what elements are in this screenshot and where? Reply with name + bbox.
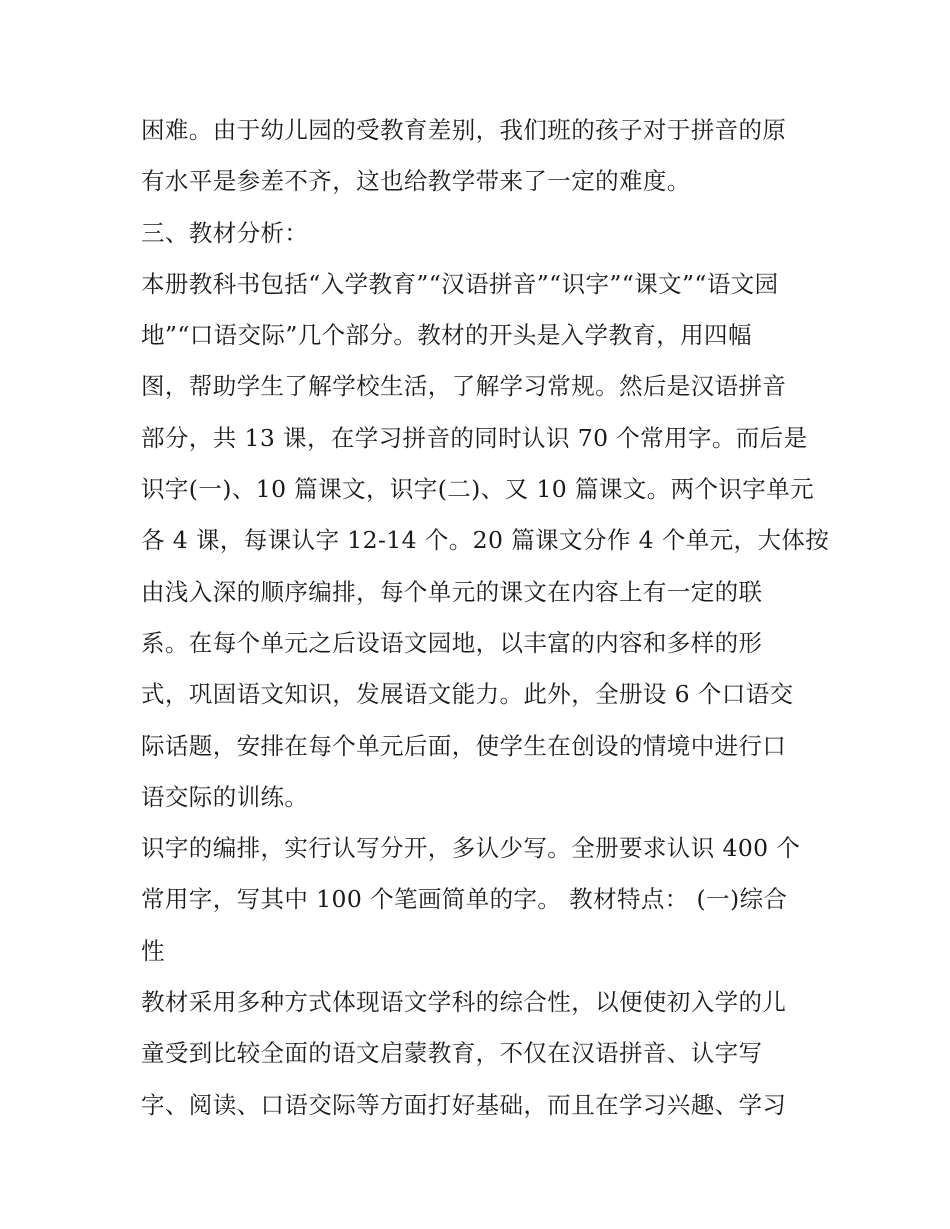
- text-line: 际话题，安排在每个单元后面，使学生在创设的情境中进行口: [141, 731, 787, 760]
- text-line: 地”“口语交际”几个部分。教材的开头是入学教育，用四幅: [141, 321, 752, 350]
- text-line: 由浅入深的顺序编排，每个单元的课文在内容上有一定的联: [141, 577, 763, 606]
- text-line: 各 4 课，每课认字 12-14 个。20 篇课文分作 4 个单元，大体按: [141, 526, 830, 555]
- text-line: 字、阅读、口语交际等方面打好基础，而且在学习兴趣、学习: [141, 1090, 787, 1119]
- text-line: 系。在每个单元之后设语文园地，以丰富的内容和多样的形: [141, 628, 763, 657]
- text-line: 有水平是参差不齐，这也给教学带来了一定的难度。: [141, 167, 691, 196]
- text-line: 图，帮助学生了解学校生活，了解学习常规。然后是汉语拼音: [141, 372, 787, 401]
- document-body: [141, 105, 830, 1131]
- text-line: 常用字，写其中 100 个笔画简单的字。 教材特点： (一)综合: [141, 885, 788, 914]
- text-line: 式，巩固语文知识，发展语文能力。此外，全册设 6 个口语交: [141, 680, 794, 709]
- text-line: 本册教科书包括“入学教育”“汉语拼音”“识字”“课文”“语文园: [141, 269, 779, 298]
- text-line: 识字的编排，实行认写分开，多认少写。全册要求认识 400 个: [141, 834, 801, 863]
- text-line: 童受到比较全面的语文启蒙教育，不仅在汉语拼音、认字写: [141, 1039, 763, 1068]
- section-heading: 三、教材分析：: [141, 218, 309, 247]
- text-line: 困难。由于幼儿园的受教育差别，我们班的孩子对于拼音的原: [141, 116, 787, 144]
- text-line: 语交际的训练。: [141, 782, 309, 811]
- text-line: 教材采用多种方式体现语文学科的综合性，以便使初入学的儿: [141, 988, 787, 1017]
- text-line: 部分，共 13 课，在学习拼音的同时认识 70 个常用字。而后是: [141, 423, 808, 452]
- text-line: 性: [141, 936, 165, 965]
- text-line: 识字(一)、10 篇课文，识字(二)、又 10 篇课文。两个识字单元: [141, 475, 814, 504]
